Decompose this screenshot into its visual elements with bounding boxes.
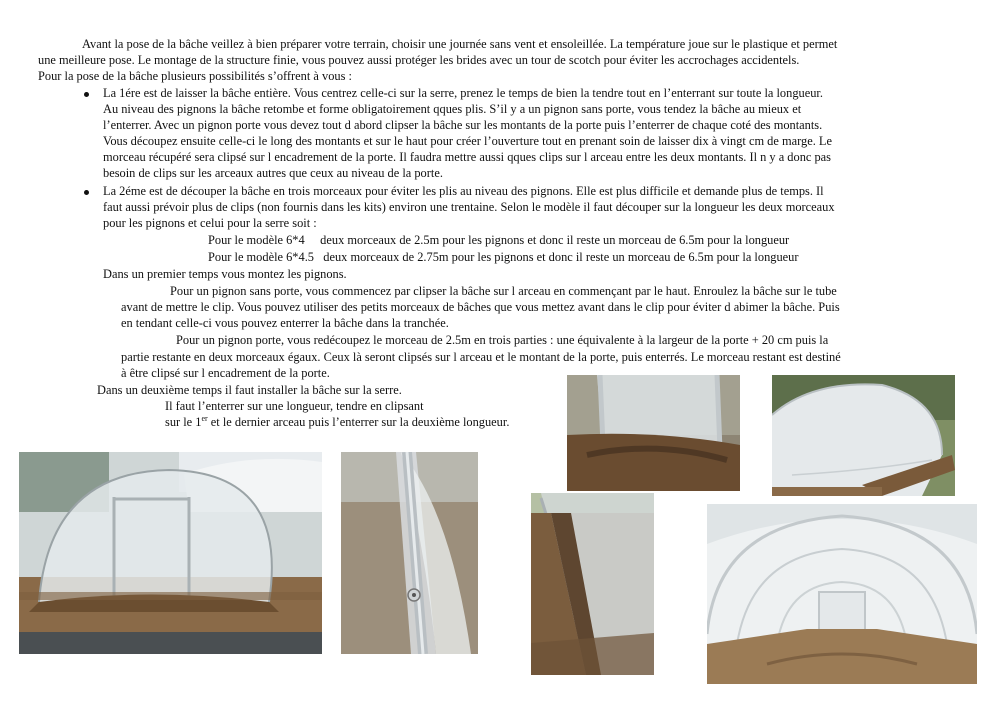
step1-title: Dans un premier temps vous montez les pignons. bbox=[103, 267, 347, 281]
step2-line-2 bbox=[165, 414, 509, 430]
covered-greenhouse-photo bbox=[772, 375, 955, 496]
step1-sans-porte-line-2: avant de mettre le clip. Vous pouvez utiliser des petits morceaux de bâches que vous mettez avant dans le clip pour éviter d abimer la bâche. Puis bbox=[121, 300, 840, 314]
bullet1-line-5: morceau récupéré sera clipsé sur l encadrement de la porte. Il faudra mettre aussi qques clips sur l arceau entre les deux montants. Il n y a donc pas bbox=[103, 150, 832, 164]
bullet2-line-1: La 2éme est de découper la bâche en trois morceaux pour éviter les plis au niveau des pignons. Elle est plus difficile et demande plus de temps. Il bbox=[103, 184, 824, 198]
step1-sans-porte-line-1: Pour un pignon sans porte, vous commencez par clipser la bâche sur l arceau en commençant par le haut. Enroulez la bâche sur le tube bbox=[170, 284, 837, 298]
bullet1-line-6: besoin de clips sur les arceaux autres que ceux au niveau de la porte. bbox=[103, 166, 443, 180]
intro-line-2: une meilleure pose. Le montage de la structure finie, vous pouvez aussi protéger les brides avec un tour de scotch pour éviter les accrochages accidentels. bbox=[38, 53, 800, 67]
bullet2-line-2: faut aussi prévoir plus de clips (non fournis dans les kits) environ une trentaine. Selon le modèle il faut découper sur la longueur les deux morceaux bbox=[103, 200, 835, 214]
greenhouse-interior-photo bbox=[707, 504, 977, 684]
bullet-marker-1 bbox=[84, 92, 89, 97]
bullet-marker-2 bbox=[84, 190, 89, 195]
bullet1-line-3: l’enterrer. Avec un pignon porte vous devez tout d abord clipser la bâche sur les montants de la porte puis l’enterrer de chaque coté des montants. bbox=[103, 118, 823, 132]
trench-side-photo bbox=[531, 493, 654, 675]
corner-base-photo bbox=[567, 375, 740, 491]
clip-closeup-photo bbox=[341, 452, 478, 654]
step1-porte-line-3: à être clipsé sur l encadrement de la porte. bbox=[121, 366, 330, 380]
step1-porte-line-1: Pour un pignon porte, vous redécoupez le morceau de 2.5m en trois parties : une équivalente à la largeur de la porte + 20 cm puis la bbox=[176, 333, 829, 347]
bullet1-line-2: Au niveau des pignons la bâche retombe et forme obligatoirement qques plis. S’il y a un pignon sans porte, vous tendez la bâche au mieux et bbox=[103, 102, 802, 116]
bullet1-line-4: Vous découpez ensuite celle-ci le long des montants et sur le haut pour créer l’ouverture tout en prenant soin de laisser dix à vingt cm de marge. Le bbox=[103, 134, 832, 148]
step1-porte-line-2: partie restante en deux morceaux égaux. Ceux là seront clipsés sur l arceau et le montant de la porte, puis enterrés. Le morceau restant est destiné bbox=[121, 350, 841, 364]
model-6x4-line: Pour le modèle 6*4 deux morceaux de 2.5m pour les pignons et donc il reste un morceau de 6.5m pour la longueur bbox=[208, 233, 790, 247]
step2-ordinal-sup: er bbox=[201, 413, 208, 423]
greenhouse-gable-photo bbox=[19, 452, 322, 654]
step2-line-1: Il faut l’enterrer sur une longueur, tendre en clipsant bbox=[165, 399, 424, 413]
step2-title: Dans un deuxième temps il faut installer la bâche sur la serre. bbox=[97, 383, 402, 397]
step2-line-2a: sur le 1 bbox=[165, 415, 202, 429]
model-6x4-5-line: Pour le modèle 6*4.5 deux morceaux de 2.75m pour les pignons et donc il reste un morceau de 6.5m pour la longueur bbox=[208, 250, 799, 264]
bullet2-line-3: pour les pignons et celui pour la serre soit : bbox=[103, 216, 317, 230]
step1-sans-porte-line-3: en tendant celle-ci vous pouvez enterrer la bâche dans la tranchée. bbox=[121, 316, 449, 330]
intro-line-3: Pour la pose de la bâche plusieurs possibilités s’offrent à vous : bbox=[38, 69, 352, 83]
step2-line-2b: et le dernier arceau puis l’enterrer sur la deuxième longueur. bbox=[207, 415, 510, 429]
bullet1-line-1: La 1ére est de laisser la bâche entière. Vous centrez celle-ci sur la serre, prenez le temps de bien la tendre tout en l’enterrant sur toute la longueur. bbox=[103, 86, 823, 100]
intro-line-1: Avant la pose de la bâche veillez à bien préparer votre terrain, choisir une journée sans vent et ensoleillée. La température joue sur le plastique et permet bbox=[82, 37, 838, 51]
